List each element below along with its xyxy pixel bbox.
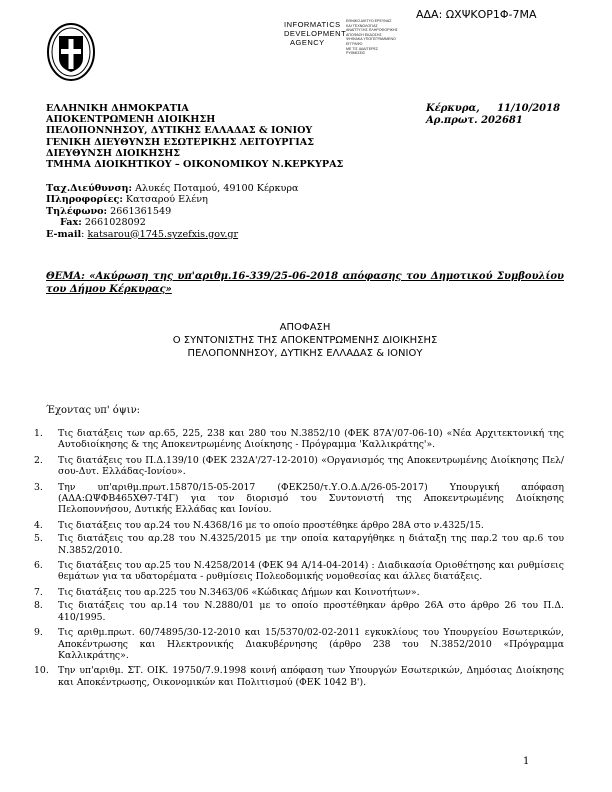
list-item (34, 428, 564, 451)
greek-emblem-icon (46, 22, 96, 82)
legal-basis-list (34, 428, 564, 692)
email-link[interactable]: katsarou@1745.syzefxis.gov.gr (87, 228, 239, 240)
ida-line: AGENCY (290, 38, 325, 47)
item-number: 6. (34, 560, 43, 572)
ida-line: INFORMATICS (284, 20, 341, 29)
header-line: ΓΕΝΙΚΗ ΔΙΕΥΘΥΝΣΗ ΕΣΩΤΕΡΙΚΗΣ ΛΕΙΤΟΥΡΓΙΑΣ (46, 136, 315, 148)
item-number: 4. (34, 519, 43, 531)
header-line: ΤΜΗΜΑ ΔΙΟΙΚΗΤΙΚΟΥ – ΟΙΚΟΝΟΜΙΚΟΥ Ν.ΚΕΡΚΥΡΑΣ (46, 159, 344, 171)
info-label: Πληροφορίες: (46, 194, 123, 206)
email-row (46, 229, 299, 240)
item-text: Τις διατάξεις του αρ.28 του Ν.4325/2015 με την οποία καταργήθηκε η διάταξη της παρ.2 του αρ.6 του Ν.3852/2010. (58, 533, 564, 556)
having-regard: Έχοντας υπ' όψιν: (46, 405, 141, 416)
ida-fine-line: ΜΕ ΤΙΣ ΙΔΙΑΙΤΕΡΕΣ (346, 46, 379, 51)
email-label: E-mail (46, 228, 82, 240)
item-number: 7. (34, 586, 43, 598)
list-item (34, 455, 564, 478)
email-separator: : (81, 228, 88, 240)
decision-line: Ο ΣΥΝΤΟΝΙΣΤΗΣ ΤΗΣ ΑΠΟΚΕΝΤΡΩΜΕΝΗΣ ΔΙΟΙΚΗΣΗΣ (172, 335, 438, 346)
page-number: 1 (523, 756, 530, 767)
fax-value: 2661028092 (81, 217, 146, 229)
item-text: Τις διατάξεις του Π.Δ.139/10 (ΦΕΚ 232Α'/27-12-2010) «Οργανισμός της Αποκεντρωμένης Διοίκησης Πελ/σου-Δυτ. Ελλάδας-Ιονίου». (58, 454, 564, 478)
item-text: Τις διατάξεις των αρ.65, 225, 238 και 280 του Ν.3852/10 (ΦΕΚ 87Α'/07-06-10) «Νέα Αρχιτεκτονική της Αυτοδιοίκησης & της Αποκεντρωμένης Διοίκησης - Πρόγραμμα 'Καλλικράτης'». (58, 428, 564, 451)
header-line: ΑΠΟΚΕΝΤΡΩΜΕΝΗ ΔΙΟΙΚΗΣΗ (46, 114, 216, 126)
subject-line: ΘΕΜΑ: «Ακύρωση της υπ'αριθμ.16-339/25-06-2018 απόφασης του Δημοτικού Συμβουλίου του Δήμου Κέρκυρας» (46, 271, 564, 295)
item-text: Τις διατάξεις του αρ.24 του Ν.4368/16 με το οποίο προστέθηκε άρθρο 28Α στο ν.4325/15. (58, 519, 484, 531)
list-item (34, 520, 564, 531)
fax-row (46, 217, 299, 228)
list-item (34, 560, 564, 583)
ida-line: DEVELOPMENT (284, 29, 347, 38)
phone-row (46, 206, 299, 217)
ida-fine-print (346, 19, 398, 56)
place-date: Κέρκυρα, 11/10/2018 (426, 103, 561, 114)
ida-logo-text (284, 20, 346, 47)
info-value: Κατσαρού Ελένη (122, 194, 208, 206)
item-number: 9. (34, 627, 43, 639)
decision-heading (46, 321, 564, 360)
fax-label: Fax: (60, 217, 82, 229)
contact-block (46, 183, 299, 240)
list-item (34, 627, 564, 661)
item-text: Τις διατάξεις του αρ.14 του Ν.2880/01 με το οποίο προστέθηκαν άρθρο 26Α στο άρθρο 26 του Π.Δ. 410/1995. (58, 600, 564, 623)
item-number: 5. (34, 533, 43, 545)
protocol-number: Αρ.πρωτ. 202681 (426, 114, 523, 126)
ida-fine-line: ΑΝΑΠΤΥΞΗΣ ΠΛΗΡΟΦΟΡΙΚΗΣ (346, 28, 398, 33)
item-number: 2. (34, 454, 43, 466)
ada-code: ΑΔΑ: ΩΧΨΚΟΡ1Φ-7ΜΑ (416, 8, 537, 21)
list-item (34, 600, 564, 623)
item-number: 3. (34, 481, 43, 493)
item-text: Τις διατάξεις του αρ.225 του Ν.3463/06 «Κώδικας Δήμων και Κοινοτήτων». (58, 586, 420, 598)
ida-fine-line: ΕΓΓΡΑΦΟ (346, 41, 363, 46)
item-text: Την υπ'αριθμ.πρωτ.15870/15-05-2017 (ΦΕΚ250/τ.Υ.Ο.Δ.Δ/26-05-2017) Υπουργική απόφαση (ΑΔΑ:ΩΨΦΒ465ΧΘ7-Τ4Γ) για τον διορισμό του Συντονιστή της Αποκεντρωμένης Διοίκησης Πελοποννήσου, Δυτικής Ελλάδας και Ιονίου. (58, 481, 564, 516)
address-value: Αλυκές Ποταμού, 49100 Κέρκυρα (132, 183, 299, 194)
header-line: ΠΕΛΟΠΟΝΝΗΣΟΥ, ΔΥΤΙΚΗΣ ΕΛΛΑΔΑΣ & ΙΟΝΙΟΥ (46, 125, 313, 137)
header-line: ΕΛΛΗΝΙΚΗ ΔΗΜΟΚΡΑΤΙΑ (46, 103, 189, 114)
decision-title: ΑΠΟΦΑΣΗ (279, 322, 331, 333)
item-text: Την υπ'αριθμ. ΣΤ. ΟΙΚ. 19750/7.9.1998 κοινή απόφαση των Υπουργών Εσωτερικών, Δημόσιας Διοίκησης και Αποκέντρωσης, Οικονομικών και Πολιτισμού (ΦΕΚ 1042 Β'). (58, 665, 564, 688)
item-number: 8. (34, 600, 43, 612)
ida-fine-line: ΡΥΘΜΙΣΕΙΣ (346, 51, 366, 56)
item-number: 10. (34, 665, 49, 677)
date-protocol-block (426, 103, 560, 126)
ida-fine-line: ΕΘΝΙΚΟ ΔΙΚΤΥΟ ΕΡΕΥΝΑΣ (346, 19, 392, 23)
ida-fine-line: ΨΗΦΙΑΚΑ ΥΠΟΓΕΓΡΑΜΜΕΝΟ (346, 37, 396, 42)
item-number: 1. (34, 428, 43, 439)
list-item (34, 482, 564, 516)
decision-line: ΠΕΛΟΠΟΝΝΗΣΟΥ, ΔΥΤΙΚΗΣ ΕΛΛΑΔΑΣ & ΙΟΝΙΟΥ (187, 348, 423, 359)
list-item (34, 533, 564, 556)
ida-fine-line: ΚΑΙ ΤΕΧΝΟΛΟΓΙΑΣ (346, 23, 378, 28)
address-row (46, 183, 299, 194)
list-item (34, 665, 564, 688)
issuing-authority (46, 103, 343, 170)
address-label: Ταχ.Διεύθυνση: (46, 183, 133, 194)
ida-fine-line: ΑΠΟΦΑΣΗ ΕΚΔΟΣΗΣ (346, 32, 382, 37)
header-line: ΔΙΕΥΘΥΝΣΗ ΔΙΟΙΚΗΣΗΣ (46, 147, 181, 159)
item-text: Τις αριθμ.πρωτ. 60/74895/30-12-2010 και 15/5370/02-02-2011 εγκυκλίους του Υπουργείου Εσωτερικών, Αποκέντρωσης και Ηλεκτρονικής Διακυβέρνησης (άρθρο 238 του Ν.3852/2010 «Πρόγραμμα Καλλικράτης». (58, 627, 564, 661)
phone-label: Τηλέφωνο: (46, 205, 108, 217)
phone-value: 2661361549 (107, 205, 172, 217)
list-item (34, 587, 564, 598)
info-row (46, 194, 299, 205)
item-text: Τις διατάξεις του αρ.25 του Ν.4258/2014 (ΦΕΚ 94 Α/14-04-2014) : Διαδικασία Οριοθέτησης και ρυθμίσεις θεμάτων για τα υδατορέματα - ρυθμίσεις Πολεοδομικής νομοθεσίας και άλλες διατάξεις. (58, 560, 564, 583)
